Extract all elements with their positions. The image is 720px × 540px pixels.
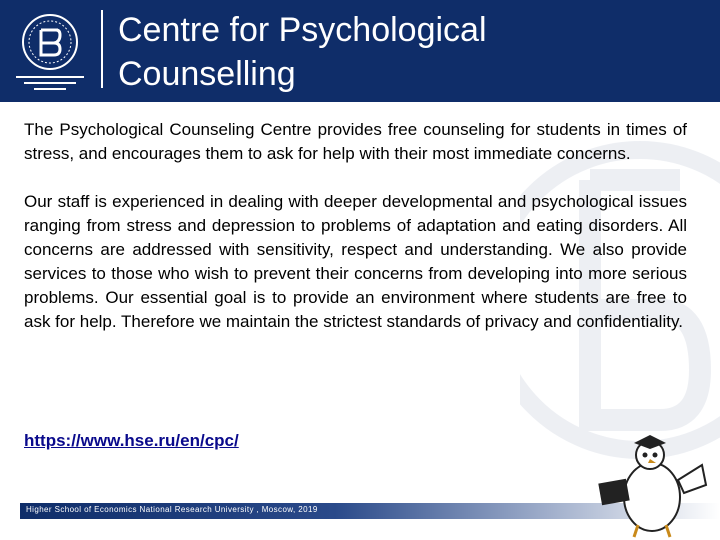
page-title-line-1: Centre for Psychological xyxy=(118,11,487,49)
header-bar xyxy=(0,0,720,102)
main-content xyxy=(24,118,687,358)
graduate-bird-mascot-icon xyxy=(590,425,720,540)
cpc-website-link[interactable]: https://www.hse.ru/en/cpc/ xyxy=(24,431,239,450)
footer-text: Higher School of Economics National Research University , Moscow, 2019 xyxy=(26,505,318,514)
page-title-line-2: Counselling xyxy=(118,55,296,93)
page-title xyxy=(118,8,678,96)
hse-emblem-icon xyxy=(10,8,90,98)
intro-paragraph: The Psychological Counseling Centre provides free counseling for students in times of stress, and encourages them to ask for help with their most immediate concerns. xyxy=(24,120,687,163)
staff-paragraph: Our staff is experienced in dealing with deeper developmental and psychological issues ranging from stress and depression to problems of adaptation and eating disorders. All concerns are addressed with sensitivity, respect and understanding. We also provide services to those who wish to prevent their concerns from developing into more serious problems. Our essential goal is to provide an environment where students are free to ask for help. Therefore we maintain the strictest standards of privacy and confidentiality. xyxy=(24,192,687,331)
header-divider xyxy=(101,10,103,88)
